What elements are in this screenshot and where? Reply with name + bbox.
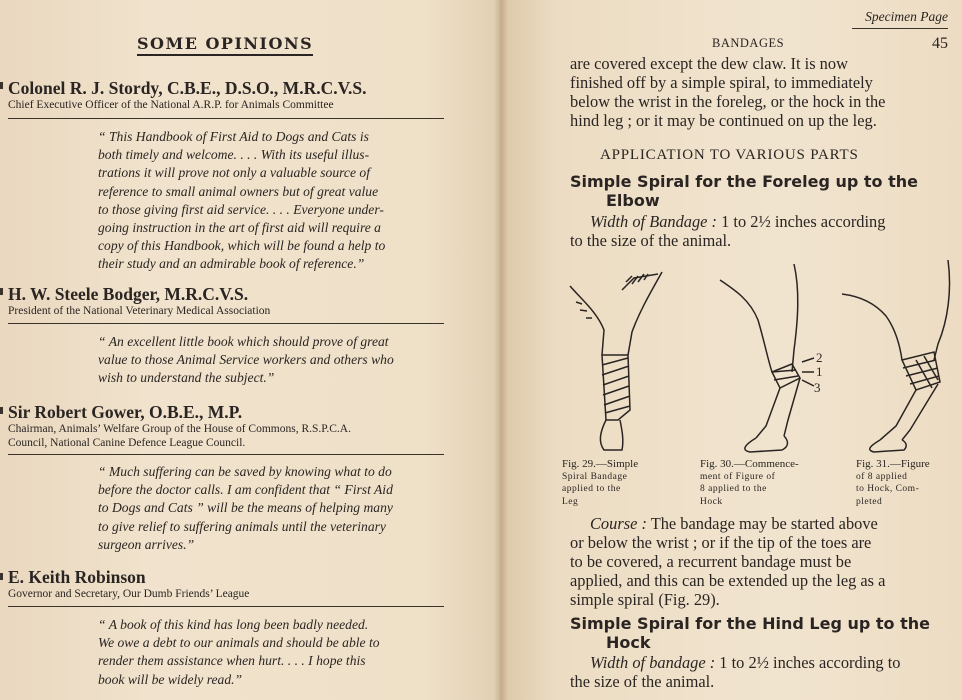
width-label: Width of Bandage : [590, 212, 718, 231]
subheading-line: Simple Spiral for the Foreleg up to the [570, 172, 919, 191]
page-number: 45 [932, 35, 948, 52]
figure-caption [856, 458, 960, 508]
quote-line: value to those Animal Service workers and others who [98, 352, 394, 368]
subheading-foreleg [570, 172, 960, 210]
divider [8, 606, 444, 607]
text-line: are covered except the dew claw. It is now [570, 54, 848, 73]
caption-line: pleted [856, 496, 883, 507]
section-heading: APPLICATION TO VARIOUS PARTS [600, 147, 859, 163]
opening-paragraph [570, 54, 954, 130]
role-line: Council, National Canine Defence League Council. [8, 437, 246, 449]
caption-line: ment of Figure of [700, 471, 776, 482]
endorsement-quote [98, 463, 448, 554]
text-line: finished off by a simple spiral, to immediately [570, 73, 873, 92]
right-page [500, 0, 962, 700]
caption-line: Fig. 31.—Figure [856, 458, 930, 470]
course-label: Course : [590, 514, 647, 533]
text-line: to be covered, a recurrent bandage must be [570, 552, 852, 571]
caption-line: Spiral Bandage [562, 471, 628, 482]
width-text: 1 to 2½ inches according to [715, 653, 901, 672]
quote-line: reference to small animal owners but of great value [98, 183, 379, 199]
figure-label: 1 [816, 364, 823, 379]
course-paragraph [570, 514, 954, 609]
figure-caption [562, 458, 682, 508]
width-paragraph-hind-leg [570, 653, 954, 691]
endorser-role: President of the National Veterinary Medical Association [8, 305, 271, 317]
book-gutter [494, 0, 508, 700]
quote-line: trations it will prove not only a valuable source of [98, 165, 370, 181]
quote-line: book will be widely read.” [98, 671, 243, 687]
text-line: applied, and this can be extended up the leg as a [570, 571, 886, 590]
hock-figure-eight-start-illustration [710, 260, 830, 456]
quote-line: wish to understand the subject.” [98, 370, 275, 386]
width-label: Width of bandage : [590, 653, 716, 672]
text-line: The bandage may be started above [646, 514, 878, 533]
endorsement-quote [98, 128, 448, 274]
quote-line: to those giving first aid service. . . . Everyone under- [98, 201, 384, 217]
divider [8, 118, 444, 119]
text-line: to the size of the animal. [570, 231, 732, 250]
endorser-role: Governor and Secretary, Our Dumb Friends’ League [8, 588, 250, 600]
role-line: Chairman, Animals’ Welfare Group of the House of Commons, R.S.P.C.A. [8, 423, 351, 435]
quote-line: before the doctor calls. I am confident that “ First Aid [98, 482, 393, 498]
margin-mark [0, 407, 3, 414]
endorser-name: H. W. Steele Bodger, M.R.C.V.S. [8, 284, 249, 304]
endorser-name: E. Keith Robinson [8, 567, 146, 587]
subheading-hind-leg [570, 614, 960, 652]
quote-line: their study and an admirable book of reference.” [98, 256, 365, 272]
opinions-title: SOME OPINIONS [137, 34, 313, 56]
figure-label: 2 [816, 350, 823, 365]
endorser-name: Sir Robert Gower, O.B.E., M.P. [8, 402, 243, 422]
subheading-line: Hock [606, 633, 651, 652]
text-line: hind leg ; or it may be continued on up the leg. [570, 111, 877, 130]
quote-line: copy of this Handbook, which will be found a help to [98, 238, 386, 254]
quote-line: render them assistance when hurt. . . . I hope this [98, 653, 366, 669]
width-paragraph-foreleg [570, 212, 954, 250]
hock-figure-eight-completed-illustration [840, 260, 960, 456]
quote-line: “ An excellent little book which should prove of great [98, 334, 389, 349]
margin-mark [0, 82, 3, 89]
caption-line: of 8 applied [856, 471, 908, 482]
caption-line: Fig. 30.—Commence- [700, 458, 799, 470]
quote-line: “ A book of this kind has long been badly needed. [98, 617, 369, 632]
width-text: 1 to 2½ inches according [717, 212, 886, 231]
text-line: or below the wrist ; or if the tip of the toes are [570, 533, 872, 552]
caption-line: applied to the [562, 484, 621, 494]
caption-line: 8 applied to the [700, 484, 767, 494]
subheading-line: Elbow [606, 191, 660, 210]
text-line: below the wrist in the foreleg, or the hock in the [570, 92, 886, 111]
text-line: the size of the animal. [570, 672, 715, 691]
divider [8, 454, 444, 455]
foreleg-spiral-bandage-illustration [562, 260, 682, 456]
caption-line: Leg [562, 496, 579, 507]
quote-line: to give relief to suffering animals until the veterinary [98, 518, 386, 534]
caption-line: Hock [700, 496, 723, 507]
endorser-name: Colonel R. J. Stordy, C.B.E., D.S.O., M.R.C.V.S. [8, 78, 367, 98]
caption-line: to Hock, Com- [856, 484, 920, 494]
figure-caption [700, 458, 840, 508]
endorsement-quote [98, 333, 448, 388]
text-line: simple spiral (Fig. 29). [570, 590, 720, 609]
subheading-line: Simple Spiral for the Hind Leg up to the [570, 614, 930, 633]
quote-line: both timely and welcome. . . . With its useful illus- [98, 147, 370, 163]
running-head: BANDAGES [712, 36, 785, 50]
quote-line: “ Much suffering can be saved by knowing what to do [98, 464, 392, 479]
figure-label: 3 [814, 380, 821, 395]
quote-line: to Dogs and Cats ” will be the means of helping many [98, 500, 393, 516]
endorser-role: Chief Executive Officer of the National A.R.P. for Animals Committee [8, 99, 334, 111]
quote-line: We owe a debt to our animals and should be able to [98, 635, 380, 651]
specimen-label: Specimen Page [865, 9, 948, 24]
margin-mark [0, 288, 3, 295]
quote-line: going instruction in the art of first aid will require a [98, 220, 381, 236]
endorsement-quote [98, 616, 448, 689]
specimen-underline [852, 28, 948, 29]
endorser-role [8, 422, 448, 450]
margin-mark [0, 573, 3, 580]
quote-line: surgeon arrives.” [98, 536, 195, 552]
quote-line: “ This Handbook of First Aid to Dogs and Cats is [98, 129, 369, 144]
caption-line: Fig. 29.—Simple [562, 458, 639, 470]
divider [8, 323, 444, 324]
